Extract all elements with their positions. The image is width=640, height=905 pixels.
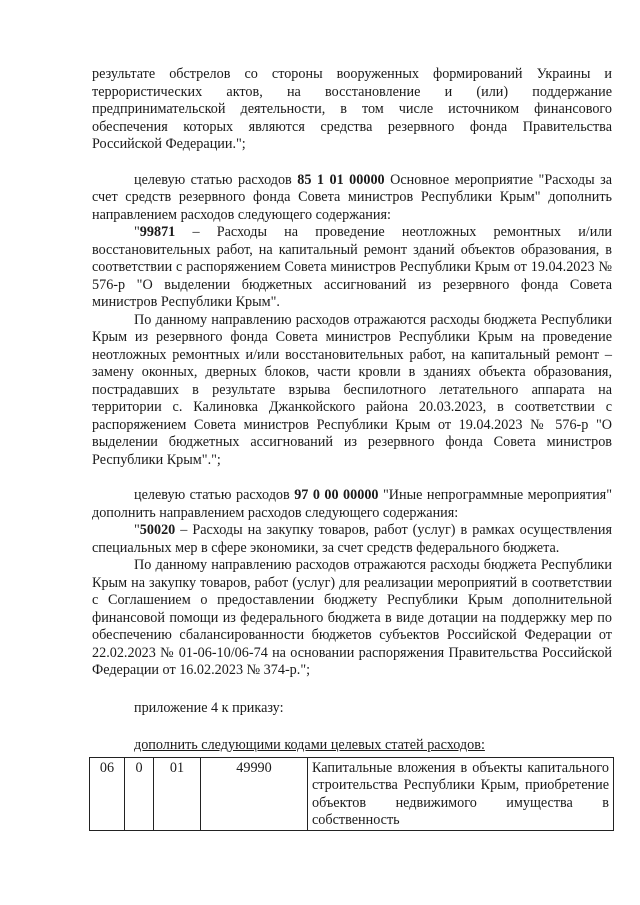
cell-name: Капитальные вложения в объекты капитального строительства Республики Крым, приобретение объектов недвижимого имущества в собственность xyxy=(308,757,614,830)
quote-mark: " xyxy=(134,224,140,240)
text-rest: Основное мероприятие "Расходы за счет средств резервного фонда Совета министров Республики Крым" дополнить направлением расходов следующего содержания: xyxy=(92,171,612,223)
codes-table xyxy=(89,757,614,831)
paragraph-target-article-85 xyxy=(92,172,612,225)
cell-direction: 49990 xyxy=(201,757,308,830)
cell-program: 06 xyxy=(90,757,125,830)
text-rest: – Расходы на проведение неотложных ремонтных и/или восстановительных работ, на капитальный ремонт зданий объектов образования, в соответствии с распоряжением Совета министров Республики Крым от 19.04.2023 № 576-р "О выделении бюджетных ассигнований из резервного фонда Совета министров Республики Крым". xyxy=(92,224,612,310)
target-article-code: 97 0 00 00000 xyxy=(294,487,379,503)
cell-main-event: 01 xyxy=(154,757,201,830)
paragraph-continuation: результате обстрелов со стороны вооруженных формирований Украины и террористических актов, на восстановление и (или) поддержание предпринимательской деятельности, в том числе источником финансового обеспечения которых являются средства резервного фонда Правительства Российской Федерации."; xyxy=(92,66,612,152)
paragraph-add-codes: дополнить следующими кодами целевых статей расходов: xyxy=(134,737,485,753)
table-row xyxy=(90,757,614,830)
direction-code: 50020 xyxy=(139,522,176,538)
paragraph-target-article-97 xyxy=(92,487,612,522)
quote-mark: " xyxy=(134,522,140,538)
text-lead: целевую статью расходов xyxy=(134,487,295,503)
text-lead: целевую статью расходов xyxy=(134,171,298,188)
paragraph-description-50020: По данному направлению расходов отражаются расходы бюджета Республики Крым на закупку товаров, работ (услуг) для реализации мероприятий в соответствии с Соглашением о предоставлении бюджету Республики Крым дополнительной финансовой помощи из федерального бюджета в виде дотации на поддержку мер по обеспечению сбалансированности бюджетов субъектов Российской Федерации от 22.02.2023 № 01-06-10/06-74 на основании распоряжения Правительства Российской Федерации от 16.02.2023 № 374-р."; xyxy=(92,557,612,678)
text-rest: – Расходы на закупку товаров, работ (услуг) в рамках осуществления специальных мер в сфере экономики, за счет средств федерального бюджета. xyxy=(92,522,612,556)
paragraph-appendix-4: приложение 4 к приказу: xyxy=(134,699,284,716)
direction-code: 99871 xyxy=(139,224,176,240)
paragraph-description-99871: По данному направлению расходов отражаются расходы бюджета Республики Крым из резервного фонда Совета министров Республики Крым на проведение неотложных ремонтных и/или восстановительных работ, на капитальный ремонт – замену оконных, дверных блоков, части кровли в зданиях объекта образования, пострадавших в результате взрыва беспилотного летательного аппарата на территории с. Калиновка Джанкойского района 20.03.2023, в соответствии с распоряжением Совета министров Республики Крым от 19.04.2023 № 576-р "О выделении бюджетных ассигнований из резервного фонда Совета министров Республики Крым"."; xyxy=(92,311,612,468)
cell-subprogram: 0 xyxy=(125,757,154,830)
document-page xyxy=(92,66,612,831)
text-rest: "Иные непрограммные мероприятия" дополнить направлением расходов следующего содержания: xyxy=(92,487,612,521)
paragraph-direction-99871 xyxy=(92,224,612,312)
target-article-code: 85 1 01 00000 xyxy=(297,171,385,188)
paragraph-direction-50020 xyxy=(92,522,612,557)
